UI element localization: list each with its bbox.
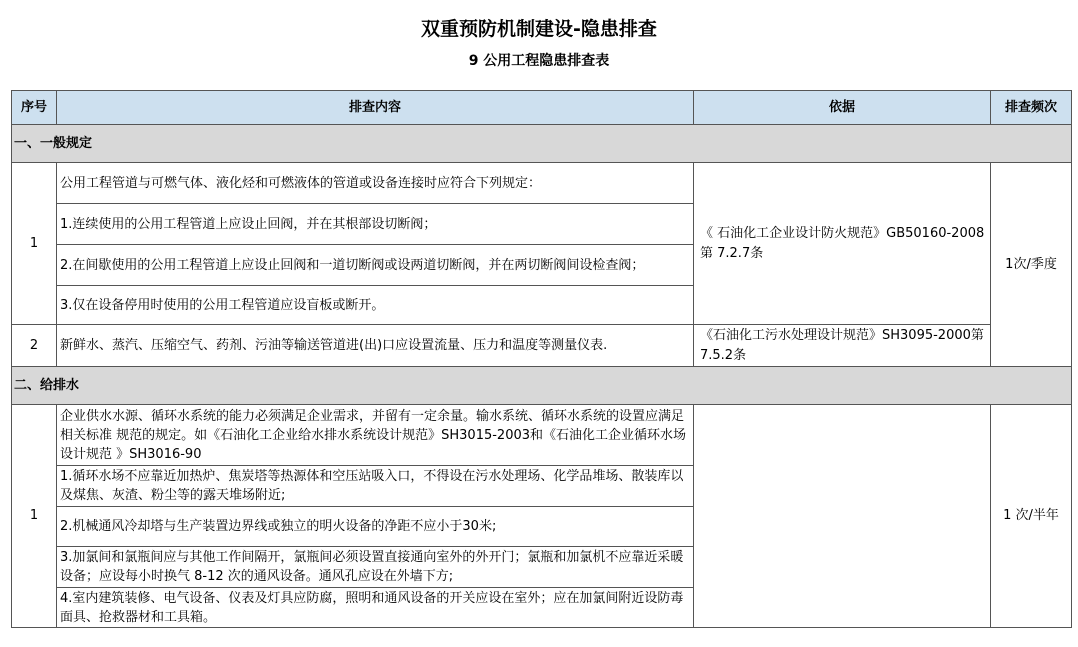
requirement-text: 3.加氯间和氯瓶间应与其他工作间隔开，氯瓶间必须设置直接通向室外的外开门；氯瓶和加氯机不应靠近采暖设备；应设每小时换气 8-12 次的通风设备。通风孔应设在外墙下方; bbox=[57, 547, 694, 588]
frequency-text: 1次/季度 bbox=[991, 163, 1072, 367]
row-number: 1 bbox=[12, 405, 57, 628]
page-title: 双重预防机制建设-隐患排查 bbox=[421, 18, 657, 40]
table-row bbox=[12, 325, 1072, 367]
table-row bbox=[12, 163, 1072, 204]
header-content: 排查内容 bbox=[57, 91, 694, 125]
requirement-text: 3.仅在设备停用时使用的公用工程管道应设盲板或断开。 bbox=[57, 286, 694, 325]
requirement-text: 2.机械通风冷却塔与生产装置边界线或独立的明火设备的净距不应小于30米; bbox=[57, 507, 694, 547]
section-row bbox=[12, 125, 1072, 163]
table-row bbox=[12, 405, 1072, 466]
section-heading: 一、一般规定 bbox=[12, 125, 1072, 163]
requirement-text: 新鲜水、蒸汽、压缩空气、药剂、污油等输送管道进(出)口应设置流量、压力和温度等测量仪表. bbox=[57, 325, 694, 367]
section-row bbox=[12, 367, 1072, 405]
row-number: 1 bbox=[12, 163, 57, 325]
basis-text bbox=[694, 405, 991, 628]
basis-text: 《石油化工污水处理设计规范》SH3095-2000第 7.5.2条 bbox=[694, 325, 991, 367]
header-frequency: 排查频次 bbox=[991, 91, 1072, 125]
requirement-text: 1.循环水场不应靠近加热炉、焦炭塔等热源体和空压站吸入口，不得设在污水处理场、化学品堆场、散装库以及煤焦、灰渣、粉尘等的露天堆场附近; bbox=[57, 466, 694, 507]
inspection-table bbox=[11, 90, 1072, 628]
page-subtitle: 9 公用工程隐患排查表 bbox=[468, 53, 610, 69]
row-number: 2 bbox=[12, 325, 57, 367]
requirement-text: 企业供水水源、循环水系统的能力必须满足企业需求，并留有一定余量。输水系统、循环水系统的设置应满足相关标准 规范的规定。如《石油化工企业给水排水系统设计规范》SH3015-2003和《石油化工企业循环水场设计规范 》SH3016-90 bbox=[57, 405, 694, 466]
section-heading: 二、给排水 bbox=[12, 367, 1072, 405]
header-basis: 依据 bbox=[694, 91, 991, 125]
header-row bbox=[12, 91, 1072, 125]
requirement-text: 1.连续使用的公用工程管道上应设止回阀，并在其根部设切断阀； bbox=[57, 204, 694, 245]
requirement-text: 公用工程管道与可燃气体、液化烃和可燃液体的管道或设备连接时应符合下列规定： bbox=[57, 163, 694, 204]
header-no: 序号 bbox=[12, 91, 57, 125]
requirement-text: 4.室内建筑装修、电气设备、仪表及灯具应防腐，照明和通风设备的开关应设在室外；应在加氯间附近设防毒面具、抢救器材和工具箱。 bbox=[57, 588, 694, 628]
requirement-text: 2.在间歇使用的公用工程管道上应设止回阀和一道切断阀或设两道切断阀，并在两切断阀间设检查阀； bbox=[57, 245, 694, 286]
basis-text: 《 石油化工企业设计防火规范》GB50160-2008 第 7.2.7条 bbox=[694, 163, 991, 325]
frequency-text: 1 次/半年 bbox=[991, 405, 1072, 628]
